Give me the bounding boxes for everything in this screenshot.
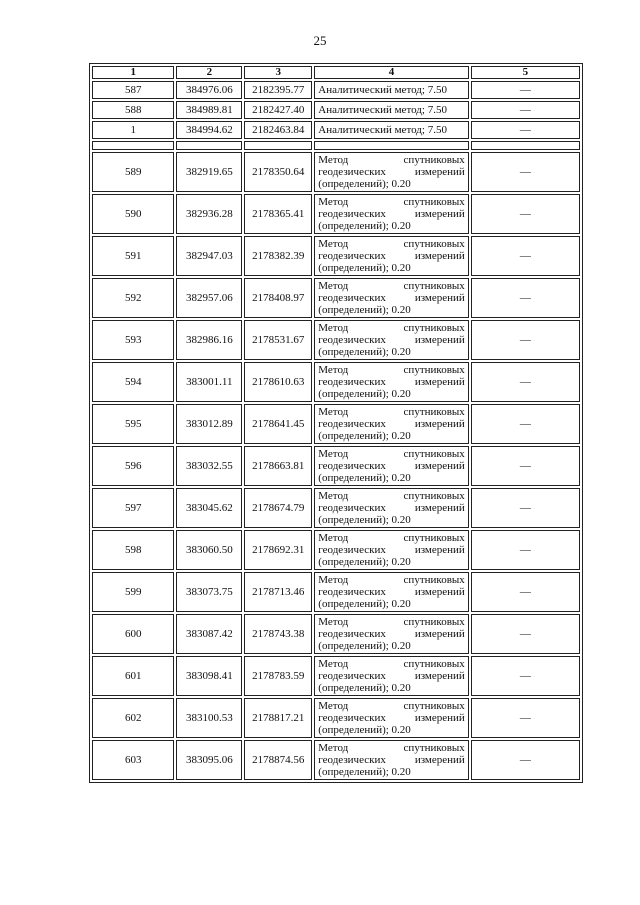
table-row — [92, 320, 580, 360]
method-line: Метод спутниковых — [318, 364, 465, 376]
table-row — [92, 278, 580, 318]
method-description — [314, 152, 469, 192]
coordinate-y: 2178783.59 — [244, 656, 312, 696]
method-line: Метод спутниковых — [318, 574, 465, 586]
coordinate-y: 2178610.63 — [244, 362, 312, 402]
method-line: Метод спутниковых — [318, 280, 465, 292]
method-line: (определений); 0.20 — [318, 388, 411, 400]
coordinate-y: 2178692.31 — [244, 530, 312, 570]
table-row — [92, 121, 580, 139]
point-number: 591 — [92, 236, 174, 276]
coordinate-x: 382919.65 — [176, 152, 242, 192]
header-row — [92, 66, 580, 79]
method-line: геодезических измерений — [318, 502, 465, 514]
column-5-value: — — [471, 530, 580, 570]
coordinate-y: 2178817.21 — [244, 698, 312, 738]
coordinate-y: 2178641.45 — [244, 404, 312, 444]
column-5-value: — — [471, 488, 580, 528]
method-description — [314, 740, 469, 780]
method-description — [314, 572, 469, 612]
point-number: 587 — [92, 81, 174, 99]
method-line: (определений); 0.20 — [318, 514, 411, 526]
method-line: (определений); 0.20 — [318, 178, 411, 190]
point-number: 596 — [92, 446, 174, 486]
point-number: 599 — [92, 572, 174, 612]
method-line: геодезических измерений — [318, 544, 465, 556]
coordinate-x: 382986.16 — [176, 320, 242, 360]
empty-cell — [314, 141, 469, 150]
table-row — [92, 446, 580, 486]
method-description — [314, 656, 469, 696]
coordinate-x: 383060.50 — [176, 530, 242, 570]
method-description: Аналитический метод; 7.50 — [314, 101, 469, 119]
column-header: 1 — [92, 66, 174, 79]
coordinate-x: 383087.42 — [176, 614, 242, 654]
method-description: Аналитический метод; 7.50 — [314, 81, 469, 99]
coordinate-x: 383100.53 — [176, 698, 242, 738]
method-line: (определений); 0.20 — [318, 556, 411, 568]
method-line: Метод спутниковых — [318, 490, 465, 502]
column-header: 5 — [471, 66, 580, 79]
method-description: Аналитический метод; 7.50 — [314, 121, 469, 139]
method-line: Метод спутниковых — [318, 154, 465, 166]
empty-cell — [244, 141, 312, 150]
method-line: геодезических измерений — [318, 334, 465, 346]
method-line: геодезических измерений — [318, 586, 465, 598]
table-row — [92, 404, 580, 444]
column-header: 3 — [244, 66, 312, 79]
point-number: 597 — [92, 488, 174, 528]
coordinate-x: 382947.03 — [176, 236, 242, 276]
column-header: 4 — [314, 66, 469, 79]
method-line: Метод спутниковых — [318, 238, 465, 250]
method-line: (определений); 0.20 — [318, 220, 411, 232]
column-5-value: — — [471, 446, 580, 486]
point-number: 589 — [92, 152, 174, 192]
method-line: Метод спутниковых — [318, 406, 465, 418]
method-description — [314, 698, 469, 738]
coordinate-y: 2178874.56 — [244, 740, 312, 780]
coordinate-y: 2178531.67 — [244, 320, 312, 360]
coordinates-table — [89, 63, 583, 783]
coordinate-y: 2178663.81 — [244, 446, 312, 486]
table-row — [92, 530, 580, 570]
point-number: 600 — [92, 614, 174, 654]
coordinate-x: 383012.89 — [176, 404, 242, 444]
method-line: (определений); 0.20 — [318, 304, 411, 316]
table-row — [92, 488, 580, 528]
method-line: Метод спутниковых — [318, 616, 465, 628]
coordinate-x: 384989.81 — [176, 101, 242, 119]
table-row — [92, 194, 580, 234]
column-5-value: — — [471, 362, 580, 402]
method-line: (определений); 0.20 — [318, 430, 411, 442]
coordinate-y: 2182427.40 — [244, 101, 312, 119]
method-line: (определений); 0.20 — [318, 724, 411, 736]
coordinate-x: 383001.11 — [176, 362, 242, 402]
column-5-value: — — [471, 320, 580, 360]
table-row — [92, 362, 580, 402]
point-number: 602 — [92, 698, 174, 738]
method-line: геодезических измерений — [318, 376, 465, 388]
column-header: 2 — [176, 66, 242, 79]
coordinate-y: 2178365.41 — [244, 194, 312, 234]
coordinate-y: 2178743.38 — [244, 614, 312, 654]
column-5-value: — — [471, 404, 580, 444]
method-line: (определений); 0.20 — [318, 682, 411, 694]
table-row — [92, 101, 580, 119]
column-5-value: — — [471, 572, 580, 612]
coordinate-y: 2182463.84 — [244, 121, 312, 139]
coordinate-y: 2178674.79 — [244, 488, 312, 528]
column-5-value: — — [471, 740, 580, 780]
column-5-value: — — [471, 236, 580, 276]
method-description — [314, 446, 469, 486]
method-line: Метод спутниковых — [318, 742, 465, 754]
method-description — [314, 488, 469, 528]
method-description — [314, 614, 469, 654]
method-description — [314, 362, 469, 402]
method-line: геодезических измерений — [318, 418, 465, 430]
table-row — [92, 740, 580, 780]
column-5-value: — — [471, 152, 580, 192]
empty-cell — [176, 141, 242, 150]
method-line: геодезических измерений — [318, 250, 465, 262]
table-row — [92, 236, 580, 276]
coordinate-y: 2178408.97 — [244, 278, 312, 318]
method-line: Метод спутниковых — [318, 700, 465, 712]
method-line: геодезических измерений — [318, 670, 465, 682]
column-5-value: — — [471, 194, 580, 234]
point-number: 594 — [92, 362, 174, 402]
point-number: 603 — [92, 740, 174, 780]
method-line: Метод спутниковых — [318, 448, 465, 460]
table-row — [92, 656, 580, 696]
method-line: (определений); 0.20 — [318, 472, 411, 484]
method-description — [314, 194, 469, 234]
point-number: 598 — [92, 530, 174, 570]
method-line: (определений); 0.20 — [318, 346, 411, 358]
coordinate-x: 383073.75 — [176, 572, 242, 612]
point-number: 601 — [92, 656, 174, 696]
method-line: геодезических измерений — [318, 292, 465, 304]
method-description — [314, 404, 469, 444]
method-line: Метод спутниковых — [318, 322, 465, 334]
column-5-value: — — [471, 81, 580, 99]
table-row — [92, 614, 580, 654]
point-number: 595 — [92, 404, 174, 444]
point-number: 590 — [92, 194, 174, 234]
method-line: (определений); 0.20 — [318, 598, 411, 610]
column-5-value: — — [471, 101, 580, 119]
method-description — [314, 530, 469, 570]
point-number: 593 — [92, 320, 174, 360]
coordinate-y: 2178713.46 — [244, 572, 312, 612]
method-line: Метод спутниковых — [318, 196, 465, 208]
method-line: Метод спутниковых — [318, 532, 465, 544]
coordinate-x: 383095.06 — [176, 740, 242, 780]
method-line: геодезических измерений — [318, 712, 465, 724]
method-line: (определений); 0.20 — [318, 640, 411, 652]
method-line: геодезических измерений — [318, 460, 465, 472]
empty-cell — [92, 141, 174, 150]
method-line: (определений); 0.20 — [318, 766, 411, 778]
table-row — [92, 572, 580, 612]
method-line: геодезических измерений — [318, 628, 465, 640]
empty-cell — [471, 141, 580, 150]
coordinate-x: 382957.06 — [176, 278, 242, 318]
coordinate-x: 382936.28 — [176, 194, 242, 234]
method-description — [314, 320, 469, 360]
coordinate-x: 383098.41 — [176, 656, 242, 696]
point-number: 588 — [92, 101, 174, 119]
method-line: геодезических измерений — [318, 754, 465, 766]
coordinate-y: 2178382.39 — [244, 236, 312, 276]
coordinate-x: 383032.55 — [176, 446, 242, 486]
column-5-value: — — [471, 614, 580, 654]
coordinate-x: 384976.06 — [176, 81, 242, 99]
method-line: геодезических измерений — [318, 208, 465, 220]
point-number: 592 — [92, 278, 174, 318]
column-5-value: — — [471, 121, 580, 139]
method-description — [314, 278, 469, 318]
coordinate-x: 384994.62 — [176, 121, 242, 139]
coordinate-y: 2178350.64 — [244, 152, 312, 192]
coordinate-x: 383045.62 — [176, 488, 242, 528]
column-5-value: — — [471, 656, 580, 696]
method-line: Метод спутниковых — [318, 658, 465, 670]
page-number: 25 — [313, 33, 327, 48]
table-row — [92, 698, 580, 738]
table-row — [92, 81, 580, 99]
column-5-value: — — [471, 278, 580, 318]
method-line: (определений); 0.20 — [318, 262, 411, 274]
table-row — [92, 152, 580, 192]
empty-row — [92, 141, 580, 150]
method-description — [314, 236, 469, 276]
coordinate-y: 2182395.77 — [244, 81, 312, 99]
method-line: геодезических измерений — [318, 166, 465, 178]
point-number: 1 — [92, 121, 174, 139]
column-5-value: — — [471, 698, 580, 738]
